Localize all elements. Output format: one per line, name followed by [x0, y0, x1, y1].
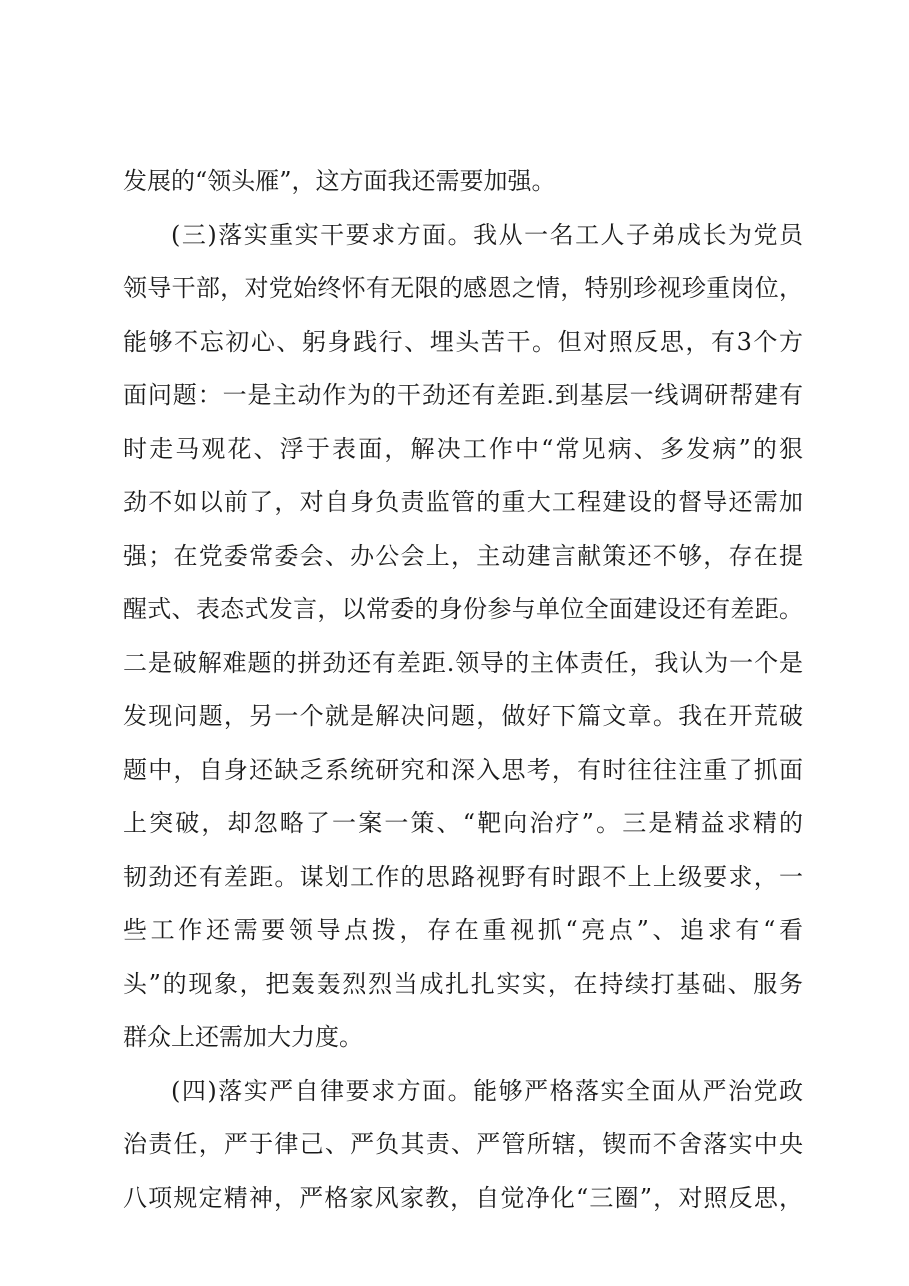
text-line: 领导干部，对党始终怀有无限的感恩之情，特别珍视珍重岗位，	[123, 274, 803, 302]
document-body	[123, 155, 803, 1225]
text-line: 头”的现象，把轰轰烈烈当成扎扎实实，在持续打基础、服务	[123, 969, 803, 998]
text-line: 上突破，却忽略了一案一策、“靶向治疗”。三是精益求精的	[123, 809, 803, 837]
text-line: 题中，自身还缺乏系统研究和深入思考，有时往往注重了抓面	[123, 755, 803, 784]
text-line: 二是破解难题的拼劲还有差距.领导的主体责任，我认为一个是	[123, 648, 803, 677]
text-line: 治责任，严于律己、严负其责、严管所辖，锲而不舍落实中央	[123, 1130, 803, 1158]
text-line: 劲不如以前了，对自身负责监管的重大工程建设的督导还需加	[123, 488, 803, 516]
text-line: 时走马观花、浮于表面，解决工作中“常见病、多发病”的狠	[123, 434, 803, 463]
text-line: 面问题：一是主动作为的干劲还有差距.到基层一线调研帮建有	[123, 381, 803, 409]
text-line: 发展的“领头雁”，这方面我还需要加强。	[123, 167, 556, 195]
text-line: 能够不忘初心、躬身践行、埋头苦干。但对照反思，有3个方	[123, 327, 803, 356]
text-line: (四)落实严自律要求方面。能够严格落实全面从严治党政	[171, 1076, 803, 1105]
text-line: 发现问题，另一个就是解决问题，做好下篇文章。我在开荒破	[123, 702, 803, 730]
text-line: 八项规定精神，严格家风家教，自觉净化“三圈”，对照反思，	[123, 1183, 803, 1212]
text-line: (三)落实重实干要求方面。我从一名工人子弟成长为党员	[171, 220, 803, 249]
text-line: 些工作还需要领导点拨，存在重视抓“亮点”、追求有“看	[123, 916, 803, 944]
text-line: 群众上还需加大力度。	[123, 1023, 363, 1051]
text-line: 强；在党委常委会、办公会上，主动建言献策还不够，存在提	[123, 541, 803, 570]
text-line: 醒式、表态式发言，以常委的身份参与单位全面建设还有差距。	[123, 595, 803, 623]
text-line: 韧劲还有差距。谋划工作的思路视野有时跟不上上级要求，一	[123, 862, 803, 891]
